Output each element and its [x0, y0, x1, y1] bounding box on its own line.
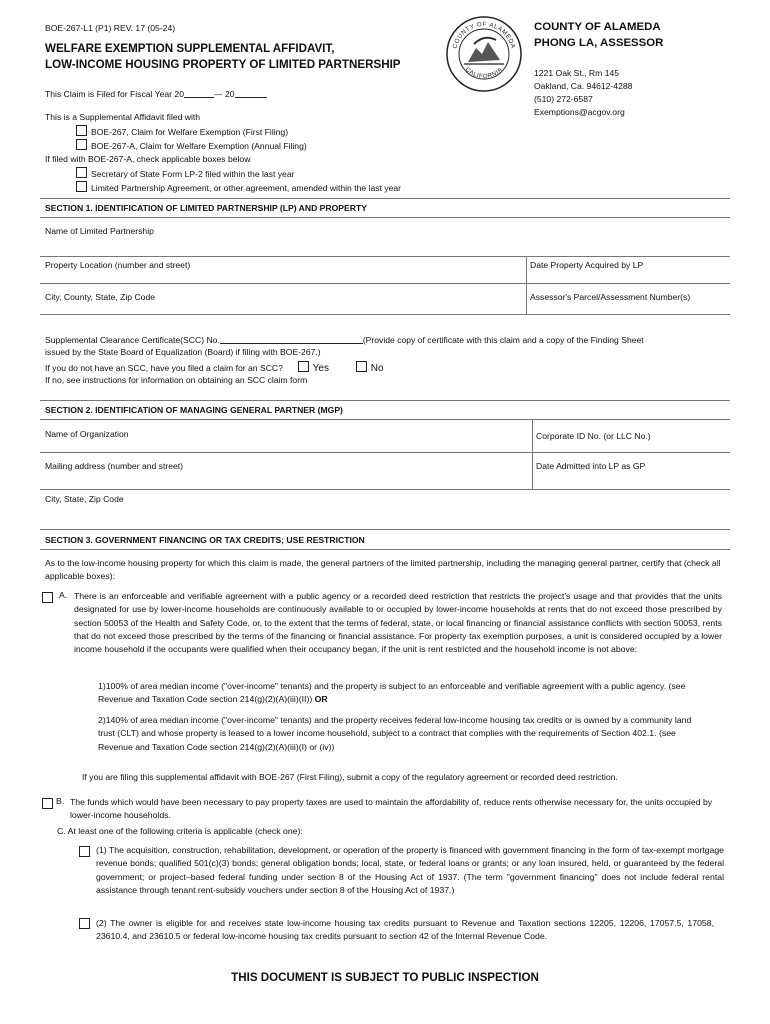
section2-heading: SECTION 2. IDENTIFICATION OF MANAGING GENERAL PARTNER (MGP)	[45, 405, 343, 415]
checkbox[interactable]	[76, 181, 87, 192]
no-label: No	[370, 363, 384, 374]
yes-label: Yes	[312, 363, 329, 374]
scc-note: If no, see instructions for information on obtaining an SCC claim form	[45, 375, 308, 385]
criteria-c-text: C. At least one of the following criteria is applicable (check one):	[57, 826, 303, 836]
criteria-a2-text: 2)140% of area median income ("over-income" tenants) and the property receives federal low-income housing tax credits or is owned by a community land trust (CLT) and whose property is leased to a lower income household, subject to a contract that complies with the requirements of Section 402.1. (see Revenue and Taxation Code section 214(g)(2)(A)(iii)(I) or (iv))	[98, 715, 692, 752]
checkbox[interactable]	[76, 125, 87, 136]
assessor-name: PHONG LA, ASSESSOR	[534, 37, 664, 49]
scc-label: Supplemental Clearance Certificate(SCC) No.	[45, 335, 220, 345]
seal-top-text: COUNTY OF ALAMEDA	[451, 20, 517, 50]
form-title-line2: LOW-INCOME HOUSING PROPERTY OF LIMITED PARTNERSHIP	[45, 58, 401, 71]
divider	[40, 314, 730, 315]
scc-no-checkbox[interactable]	[356, 361, 367, 372]
option-label: BOE-267, Claim for Welfare Exemption (First Filing)	[91, 127, 289, 137]
filed-with-option-boe267a	[76, 139, 307, 151]
option-label: Limited Partnership Agreement, or other agreement, amended within the last year	[91, 183, 402, 193]
divider	[40, 400, 730, 401]
filed-with-note: If filed with BOE-267-A, check applicable boxes below	[45, 154, 251, 164]
criteria-a1	[98, 680, 710, 707]
fiscal-year-prefix: This Claim is Filed for Fiscal Year 20	[45, 89, 184, 99]
scc-yes-checkbox[interactable]	[298, 361, 309, 372]
option-label: BOE-267-A, Claim for Welfare Exemption (Annual Filing)	[91, 141, 307, 151]
divider	[40, 489, 730, 490]
criteria-a1-or: OR	[314, 694, 328, 705]
property-city-label[interactable]: City, County, State, Zip Code	[45, 292, 156, 302]
lp-name-label[interactable]: Name of Limited Partnership	[45, 226, 154, 236]
county-name: COUNTY OF ALAMEDA	[534, 21, 661, 33]
checkbox[interactable]	[76, 139, 87, 150]
criteria-c2-text: (2) The owner is eligible for and receives state low-income housing tax credits pursuant to Revenue and Taxation sections 12205, 12206, 17057.5, 17058, 23610.4, and 23610.5 or federal low-income housing tax credits pursuant to section 42 of the Internal Revenue Code.	[96, 918, 714, 942]
scc-instruction: (Provide copy of certificate with this claim and a copy of the Finding Sheet	[362, 335, 644, 345]
divider	[532, 419, 533, 489]
divider	[40, 283, 730, 284]
property-location-label[interactable]: Property Location (number and street)	[45, 260, 191, 270]
section1-heading: SECTION 1. IDENTIFICATION OF LIMITED PARTNERSHIP (LP) AND PROPERTY	[45, 203, 367, 213]
address-line1: 1221 Oak St., Rm 145	[534, 68, 620, 78]
public-inspection-notice: THIS DOCUMENT IS SUBJECT TO PUBLIC INSPECTION	[231, 971, 539, 984]
county-seal-icon	[444, 14, 524, 94]
filed-with-option-lp2	[76, 167, 294, 179]
criteria-b-checkbox[interactable]	[42, 798, 53, 809]
mgp-city-label[interactable]: City, State, Zip Code	[45, 494, 124, 504]
fiscal-year-end-field[interactable]	[235, 88, 267, 98]
scc-question-row	[45, 361, 384, 374]
svg-text:CALIFORNIA	[464, 67, 504, 80]
email-address: Exemptions@acgov.org	[534, 107, 625, 117]
scc-number-field[interactable]	[220, 334, 363, 344]
fiscal-year-line	[45, 88, 267, 99]
criteria-c1-text: (1) The acquisition, construction, rehabilitation, development, or operation of the property is financed with government financing in the form of tax-exempt mortgage revenue bonds; qualified 501(c)(3) bonds; general obligation bonds; local, state, or federal loans or grants; or any loan insured, held, or guaranteed by the federal government; or project–based federal funding under section 8 of the Housing Act of 1937. (The term "government financing" does not include federal rental assistance through tenant rent-subsidy vouchers under section 8 of the Housing Act of 1937.)	[96, 845, 724, 895]
criteria-a-label: A.	[59, 590, 68, 600]
criteria-c2-checkbox[interactable]	[79, 918, 90, 929]
option-label: Secretary of State Form LP-2 filed within the last year	[91, 169, 295, 179]
address-line2: Oakland, Ca. 94612-4288	[534, 81, 633, 91]
filed-with-intro: This is a Supplemental Affidavit filed with	[45, 112, 201, 122]
form-id: BOE-267-L1 (P1) REV. 17 (05-24)	[45, 23, 176, 33]
divider	[40, 419, 730, 420]
parcel-number-label[interactable]: Assessor's Parcel/Assessment Number(s)	[530, 292, 691, 302]
fiscal-year-mid: — 20	[213, 89, 235, 99]
divider	[40, 217, 730, 218]
criteria-b-label: B.	[56, 796, 65, 806]
criteria-a1-text: 1)100% of area median income ("over-income" tenants) and the property is subject to an enforceable and verifiable agreement with a public agency. (see Revenue and Taxation Code section 214(g)(2)(A)(iii)(II))	[98, 681, 686, 705]
filed-with-option-boe267	[76, 125, 288, 137]
criteria-c1-checkbox[interactable]	[79, 846, 90, 857]
org-name-label[interactable]: Name of Organization	[45, 429, 129, 439]
section3-intro: As to the low-income housing property for which this claim is made, the general partners of the limited partnership, including the managing general partner, certify that (check all applicable boxes):	[45, 558, 721, 582]
filed-with-option-agreement	[76, 181, 401, 193]
date-acquired-label[interactable]: Date Property Acquired by LP	[530, 260, 644, 270]
first-filing-note: If you are filing this supplemental affidavit with BOE-267 (First Filing), submit a copy of the regulatory agreement or recorded deed restriction.	[82, 772, 618, 782]
divider	[40, 529, 730, 530]
divider	[526, 256, 527, 314]
divider	[40, 256, 730, 257]
scc-line2: issued by the State Board of Equalization (Board) if filing with BOE-267.)	[45, 347, 321, 357]
scc-question: If you do not have an SCC, have you filed a claim for an SCC?	[45, 363, 283, 373]
section3-heading: SECTION 3. GOVERNMENT FINANCING OR TAX CREDITS; USE RESTRICTION	[45, 535, 365, 545]
criteria-b-text: The funds which would have been necessary to pay property taxes are used to maintain the affordability of, reduce rents otherwise necessary for, the units occupied by lower-income households.	[70, 797, 713, 821]
seal-bottom-text: CALIFORNIA	[463, 66, 505, 81]
divider	[40, 549, 730, 550]
criteria-a-text: There is an enforceable and verifiable agreement with a public agency or a recorded deed restriction that restricts the project's usage and that provides that the units designated for use by lower-income households are continuously available to or occupied by lower-income households at rents that do not exceed those prescribed by section 50053 of the Health and Safety Code, or, to the extent that the terms of federal, state, or local financing or financial assistance conflicts with section 50053, rents that do not exceed those prescribed by the terms of the financing or financial assistance. For property tax exemption purposes, a unit is considered occupied by a lower income household if the occupants were qualified when their occupancy began, if the unit is rent restricted and the household income is not above:	[74, 591, 722, 655]
mailing-address-label[interactable]: Mailing address (number and street)	[45, 461, 184, 471]
form-title-line1: WELFARE EXEMPTION SUPPLEMENTAL AFFIDAVIT,	[45, 42, 335, 55]
checkbox[interactable]	[76, 167, 87, 178]
divider	[40, 198, 730, 199]
fiscal-year-start-field[interactable]	[184, 88, 214, 98]
phone-number: (510) 272-6587	[534, 94, 593, 104]
scc-line	[45, 334, 644, 345]
date-admitted-label[interactable]: Date Admitted into LP as GP	[536, 461, 646, 471]
criteria-a-checkbox[interactable]	[42, 592, 53, 603]
corp-id-label[interactable]: Corporate ID No. (or LLC No.)	[536, 431, 651, 441]
divider	[40, 452, 730, 453]
